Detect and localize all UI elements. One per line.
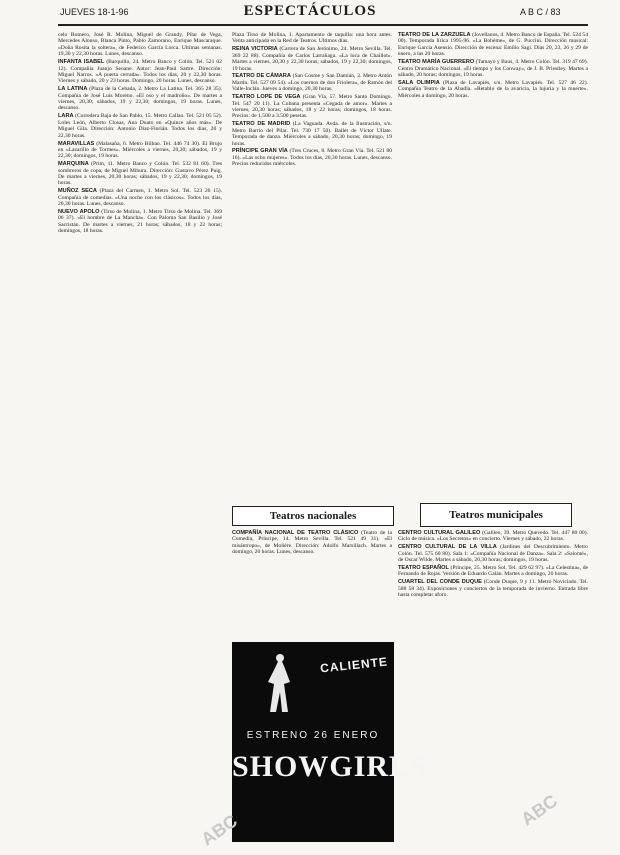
listing-text: (Tamayo y Baus, 4. Metro Colón. Tel. 319 47 69). Centro Dramático Nacional. «El tiempo y los Conway», de J. B. Priestley. Martes a sábado, 20 horas; domingos, 19 horas. bbox=[398, 59, 588, 78]
listing-entry bbox=[58, 141, 222, 160]
listing-text: (Jardines del Descubrimiento. Metro Colón. Tel. 575 60 80). Sala 1: «Compañía Nacional de Danza». Sala 2: «Salomé», de Oscar Wilde. Martes a sábado, 20,30 horas; domingos, 19 horas. bbox=[398, 544, 588, 564]
listing-entry bbox=[58, 86, 222, 112]
venue-name: CENTRO CULTURAL GALILEO bbox=[398, 530, 481, 536]
ad-film-title: SHOWGIRLS bbox=[232, 750, 428, 783]
listing-entry bbox=[398, 80, 588, 99]
heading-text: Teatros municipales bbox=[449, 509, 543, 521]
listing-text: (Príncipe, 25. Metro Sol. Tel. 429 62 97). «La Celestina», de Fernando de Rojas. Versión de Eduardo Galán. Martes a domingo, 20 horas. bbox=[398, 565, 588, 578]
showgirls-advertisement bbox=[232, 642, 428, 842]
listing-text: (Barquillo, 24. Metro Banco y Colón. Tel. 521 02 12). Compañía Juanjo Seoane. Autor: Jean-Paul Sartre. Dirección: Miguel Narros. «A puerta cerrada». Todos los días, 20 y 22,30 horas. Viernes y sábado, 20 y 23 horas. Domingo, 20 horas. Lunes, descanso. bbox=[58, 59, 222, 85]
venue-name: NUEVO APOLO bbox=[58, 209, 100, 216]
listing-text: (La Vaguada. Avda. de la Ilustración, s/n. Metro Barrio del Pilar. Tel. 730 17 50). Ballet de Víctor Ullate. Temporada de danza. Miércoles a sábado, 20,30 horas; domingo, 19 horas. bbox=[232, 121, 392, 147]
listing-text: (Tirso de Molina, 1. Metro Tirso de Molina. Tel. 369 06 37). «El hombre de La Mancha». Con Paloma San Basilio y José Sacristán. De martes a viernes, 21 horas; sábados, 18 y 22 horas; domingos, 18 horas. bbox=[58, 209, 223, 235]
venue-name: MARQUINA bbox=[58, 161, 89, 168]
teatros-municipales-heading bbox=[420, 503, 572, 527]
listing-entry bbox=[232, 32, 392, 45]
listing-text: (Malasaña, 6. Metro Bilbao. Tel. 446 74 30). El Brujo en «Lazarillo de Tormes». Miércoles a viernes, 20,30; sábados, 19 y 22,30; domingos, 19 horas. bbox=[58, 140, 222, 160]
header-rule bbox=[58, 24, 588, 26]
listing-text: celo Romero, José R. Molina, Miguel de Grandy, Pilar de Vega, Mercedes Alonso, Blanca Pinto, Pablo Zamorano, Enrique Mascaraque. «Doña Rosita la soltera», de Federico García Lorca. Ultimas semanas. 19,30 y 22,30 horas. Lunes, descanso. bbox=[58, 32, 222, 58]
listing-text: (Conde Duque, 9 y 11. Metro Noviciado. Tel. 588 58 34). Exposiciones y conciertos de la temporada de invierno. Entrada libre hasta completar aforo. bbox=[398, 579, 588, 599]
listing-entry bbox=[58, 59, 222, 85]
watermark: ABC bbox=[517, 790, 561, 830]
watermark: ABC bbox=[197, 810, 241, 850]
listing-text: Plaza Tirso de Molina, 1. Apartamento de taquilla: una hora antes. Venta anticipada en la Red de Teatros. Ultimos días. bbox=[232, 32, 392, 45]
page-header bbox=[0, 0, 620, 28]
dancer-figure-icon bbox=[250, 652, 310, 722]
venue-name: TEATRO DE CÁMARA bbox=[232, 73, 291, 80]
venue-name: TEATRO MARÍA GUERRERO bbox=[398, 59, 475, 66]
section-title: ESPECTÁCULOS bbox=[243, 3, 377, 19]
listing-entry bbox=[398, 32, 588, 58]
venue-name: MARAVILLAS bbox=[58, 140, 95, 147]
listing-text: (Teatro de la Comedia, Príncipe, 14. Metro Sevilla. Tel. 521 49 31). «El misántropo», de Molière. Dirección: Adolfo Marsillach. Martes a domingo, 20 horas. Lunes, descanso. bbox=[232, 530, 392, 556]
page-number: A B C / 83 bbox=[520, 7, 561, 17]
listing-entry bbox=[58, 32, 222, 58]
listing-entry bbox=[58, 209, 222, 235]
venue-name: TEATRO LOPE DE VEGA bbox=[232, 94, 301, 101]
listing-entry bbox=[398, 544, 588, 563]
venue-name: PRÍNCIPE GRAN VÍA bbox=[232, 148, 288, 155]
listing-entry bbox=[232, 148, 392, 167]
listing-text: (Plaza de Lavapiés, s/n. Metro Lavapiés. Tel. 527 46 22). Compañía Teatro de la Abadía. «Retablo de la avaricia, la lujuria y la muerte». Miércoles a domingo, 20 horas. bbox=[398, 79, 588, 99]
listing-entry bbox=[398, 530, 588, 543]
venue-name: INFANTA ISABEL bbox=[58, 59, 105, 66]
listings-column-3 bbox=[398, 32, 588, 392]
listing-text: (Plaza de la Cebada, 2. Metro La Latina. Tel. 365 28 35). Compañía de José Luis Moreno. «El oso y el madroño». De martes a viernes, 20,30; sábados, 19 y 22,30; domingos, 19 horas. Lunes, descanso. bbox=[58, 86, 222, 112]
listing-entry bbox=[232, 121, 392, 147]
venue-name: CENTRO CULTURAL DE LA VILLA bbox=[398, 544, 497, 551]
listing-text: (Gran Vía, 57. Metro Santo Domingo. Tel. 547 20 11). La Cubana presenta «Cegada de amor». Martes a viernes, 20,30 horas; sábados, 18 y 22 horas; domingos, 18 horas. Precios: de 1.500 a 3.500 pesetas. bbox=[232, 94, 392, 120]
listing-text: (San Cosme y San Damián, 3. Metro Antón Martín. Tel. 527 09 54). «Los cuernos de don Friolera», de Ramón del Valle-Inclán. Jueves a domingo, 20,30 horas. bbox=[232, 73, 392, 93]
heading-text: Teatros nacionales bbox=[269, 510, 357, 522]
listing-entry bbox=[58, 113, 222, 139]
ad-release-date: ESTRENO 26 ENERO bbox=[246, 730, 380, 741]
venue-name: TEATRO DE MADRID bbox=[232, 121, 291, 128]
listing-text: (Corredera Baja de San Pablo, 15. Metro Callao. Tel. 521 05 52). Loles León, Alberto Closas, Ana Duato en «Quince años más». De Miguel Gila. Dirección: Antonio Díaz-Florián. Todos los días, 20 y 22,30 horas. bbox=[58, 113, 222, 139]
venue-name: TEATRO ESPAÑOL bbox=[398, 565, 449, 572]
venue-name: MUÑOZ SECA bbox=[58, 188, 97, 195]
listing-entry bbox=[58, 188, 222, 207]
listing-entry bbox=[58, 161, 222, 187]
venue-name: REINA VICTORIA bbox=[232, 46, 278, 53]
nacionales-listings bbox=[232, 530, 392, 635]
listing-entry bbox=[398, 565, 588, 578]
venue-name: LA LATINA bbox=[58, 86, 88, 93]
venue-name: SALA OLIMPIA bbox=[398, 79, 440, 86]
municipales-listings bbox=[398, 530, 588, 842]
listing-text: (Galileo, 39. Metro Quevedo. Tel. 447 80 00). Ciclo de música. «Los Secretos» en concierto. Viernes y sábado, 22 horas. bbox=[398, 530, 588, 543]
listing-entry bbox=[398, 59, 588, 78]
listing-text: (Jovellanos, 4. Metro Banco de España. Tel. 524 54 00). Temporada lírica 1995-96. «La Bohème», de G. Puccini. Dirección musical: Enrique García Asensio. Dirección de escena: Emilio Sagi. Días 20, 23, 26 y 29 de enero, a las 20 horas. bbox=[398, 32, 588, 58]
listing-entry bbox=[232, 94, 392, 120]
listings-column-1 bbox=[58, 32, 222, 842]
issue-date: JUEVES 18-1-96 bbox=[60, 7, 129, 17]
venue-name: TEATRO DE LA ZARZUELA bbox=[398, 32, 471, 38]
listing-text: (Plaza del Carmen, 1. Metro Sol. Tel. 523 26 15). Compañía de comedias. «Una noche con los clásicos». Todos los días, 20,30 horas. Lunes, descanso. bbox=[58, 188, 223, 208]
listing-text: (Carrera de San Jerónimo, 24. Metro Sevilla. Tel. 369 22 88). Compañía de Carlos Larrañaga. «La loca de Chaillot». Martes a viernes, 20,30 y 22,30 horas; sábados, 19 y 22,30; domingos, 19 horas. bbox=[232, 46, 392, 72]
listing-entry bbox=[398, 579, 588, 598]
teatros-nacionales-heading bbox=[232, 506, 394, 526]
listing-entry bbox=[232, 530, 392, 556]
listing-text: (Prim, 11. Metro Banco y Colón. Tel. 532 81 60). Tres sombreros de copa, de Miguel Mihura. Dirección: Gustavo Pérez Puig. De martes a viernes, 20,30 horas; sábados, 19 y 22,30; domingos, 19 horas. bbox=[58, 161, 222, 187]
listing-text: (Tres Cruces, 8. Metro Gran Vía. Tel. 521 80 16). «Las ocho mujeres». Todos los días, 20,30 horas. Lunes, descanso. Precios reducidos miércoles. bbox=[232, 148, 392, 168]
listing-entry bbox=[232, 46, 392, 72]
venue-name: COMPAÑÍA NACIONAL DE TEATRO CLÁSICO bbox=[232, 530, 359, 536]
listing-entry bbox=[232, 73, 392, 92]
venue-name: LARA bbox=[58, 113, 74, 120]
listings-column-2 bbox=[232, 32, 392, 502]
ad-tagline: CALIENTE bbox=[319, 654, 389, 676]
venue-name: CUARTEL DEL CONDE DUQUE bbox=[398, 579, 482, 586]
